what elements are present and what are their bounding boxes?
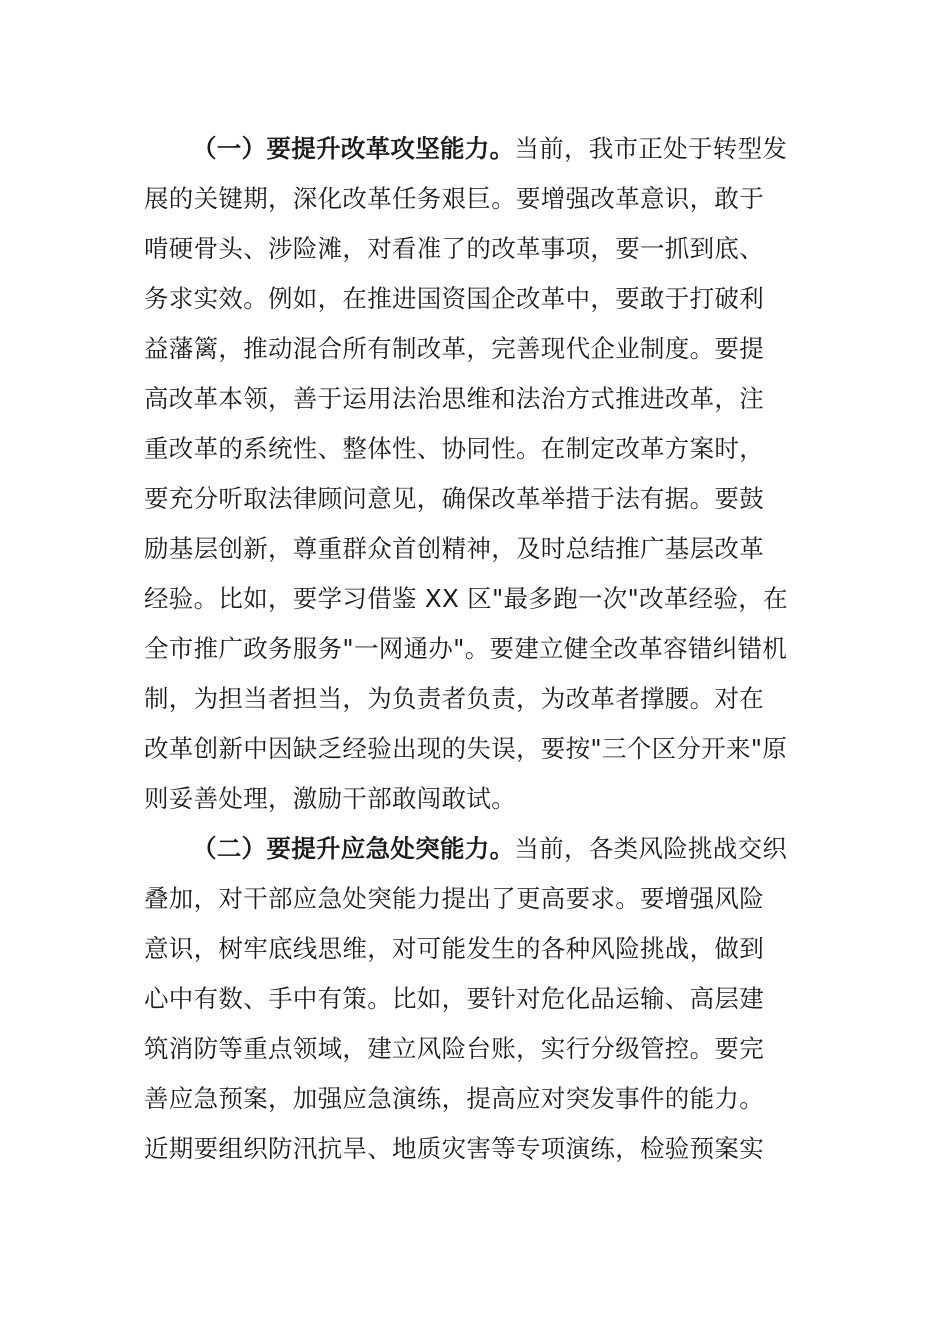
paragraph-line: 励基层创新，尊重群众首创精神，及时总结推广基层改革 (144, 534, 764, 563)
paragraph-line: 益藩篱，推动混合所有制改革，完善现代企业制度。要提 (144, 334, 764, 363)
paragraph-line: 高改革本领，善于运用法治思维和法治方式推进改革，注 (144, 384, 764, 413)
paragraph-line: 经验。比如，要学习借鉴 XX 区"最多跑一次"改革经验，在 (144, 584, 788, 613)
paragraph-line: 筑消防等重点领域，建立风险台账，实行分级管控。要完 (144, 1034, 764, 1063)
paragraph-line (144, 124, 808, 174)
paragraph-line: 要充分听取法律顾问意见，确保改革举措于法有据。要鼓 (144, 484, 764, 513)
document-body (144, 124, 808, 1174)
paragraph-line: 叠加，对干部应急处突能力提出了更高要求。要增强风险 (144, 884, 764, 913)
section-heading: （一）要提升改革攻坚能力。 (192, 134, 515, 163)
paragraph-line (144, 824, 808, 874)
section-heading: （二）要提升应急处突能力。 (192, 834, 515, 863)
line-text: 当前，各类风险挑战交织 (514, 834, 788, 863)
paragraph-line: 则妥善处理，激励干部敢闯敢试。 (144, 784, 516, 813)
paragraph-line: 务求实效。例如，在推进国资国企改革中，要敢于打破利 (144, 284, 764, 313)
paragraph-line: 啃硬骨头、涉险滩，对看准了的改革事项，要一抓到底、 (144, 234, 764, 263)
paragraph-line: 展的关键期，深化改革任务艰巨。要增强改革意识，敢于 (144, 184, 764, 213)
paragraph-line: 意识，树牢底线思维，对可能发生的各种风险挑战，做到 (144, 934, 764, 963)
paragraph-line: 重改革的系统性、整体性、协同性。在制定改革方案时， (144, 434, 764, 463)
paragraph-line: 善应急预案，加强应急演练，提高应对突发事件的能力。 (144, 1084, 764, 1113)
section-reform (144, 124, 808, 824)
paragraph-line: 心中有数、手中有策。比如，要针对危化品运输、高层建 (144, 984, 764, 1013)
paragraph-line: 全市推广政务服务"一网通办"。要建立健全改革容错纠错机 (144, 634, 788, 663)
section-emergency (144, 824, 808, 1174)
paragraph-line: 改革创新中因缺乏经验出现的失误，要按"三个区分开来"原 (144, 734, 788, 763)
paragraph-line: 制，为担当者担当，为负责者负责，为改革者撑腰。对在 (144, 684, 764, 713)
paragraph-line: 近期要组织防汛抗旱、地质灾害等专项演练，检验预案实 (144, 1134, 764, 1163)
line-text: 当前，我市正处于转型发 (514, 134, 788, 163)
